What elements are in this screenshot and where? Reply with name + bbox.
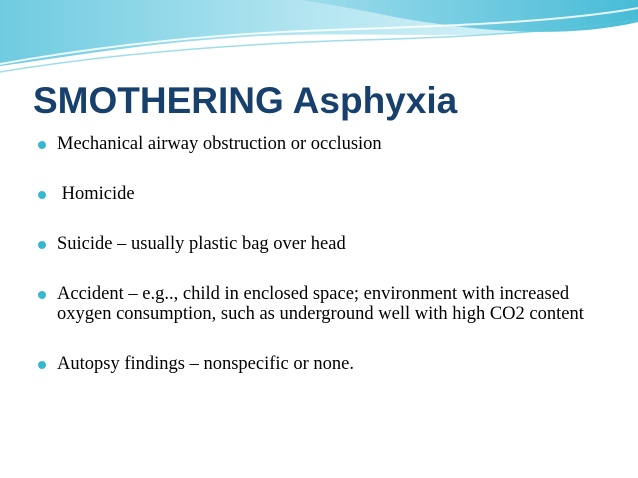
bullet-dot-icon [38, 361, 46, 369]
bullet-item [38, 184, 608, 204]
bullet-dot-icon [38, 141, 46, 149]
bullet-text: Autopsy findings – nonspecific or none. [57, 354, 354, 374]
bullet-item [38, 234, 608, 254]
bullet-text: Accident – e.g.., child in enclosed space; environment with increased oxygen consumption, such as underground well with high CO2 content [57, 284, 584, 324]
bullet-item [38, 134, 608, 154]
bullet-item [38, 284, 608, 324]
bullet-text: Mechanical airway obstruction or occlusion [57, 134, 382, 154]
bullet-text: Homicide [57, 184, 135, 204]
slide-title: SMOTHERING Asphyxia [33, 80, 458, 121]
bullet-dot-icon [38, 191, 46, 199]
bullet-item [38, 354, 608, 374]
bullet-dot-icon [38, 291, 46, 299]
bullet-list [38, 134, 608, 374]
bullet-text: Suicide – usually plastic bag over head [57, 234, 346, 254]
header-wave-decoration [0, 0, 638, 80]
bullet-dot-icon [38, 241, 46, 249]
